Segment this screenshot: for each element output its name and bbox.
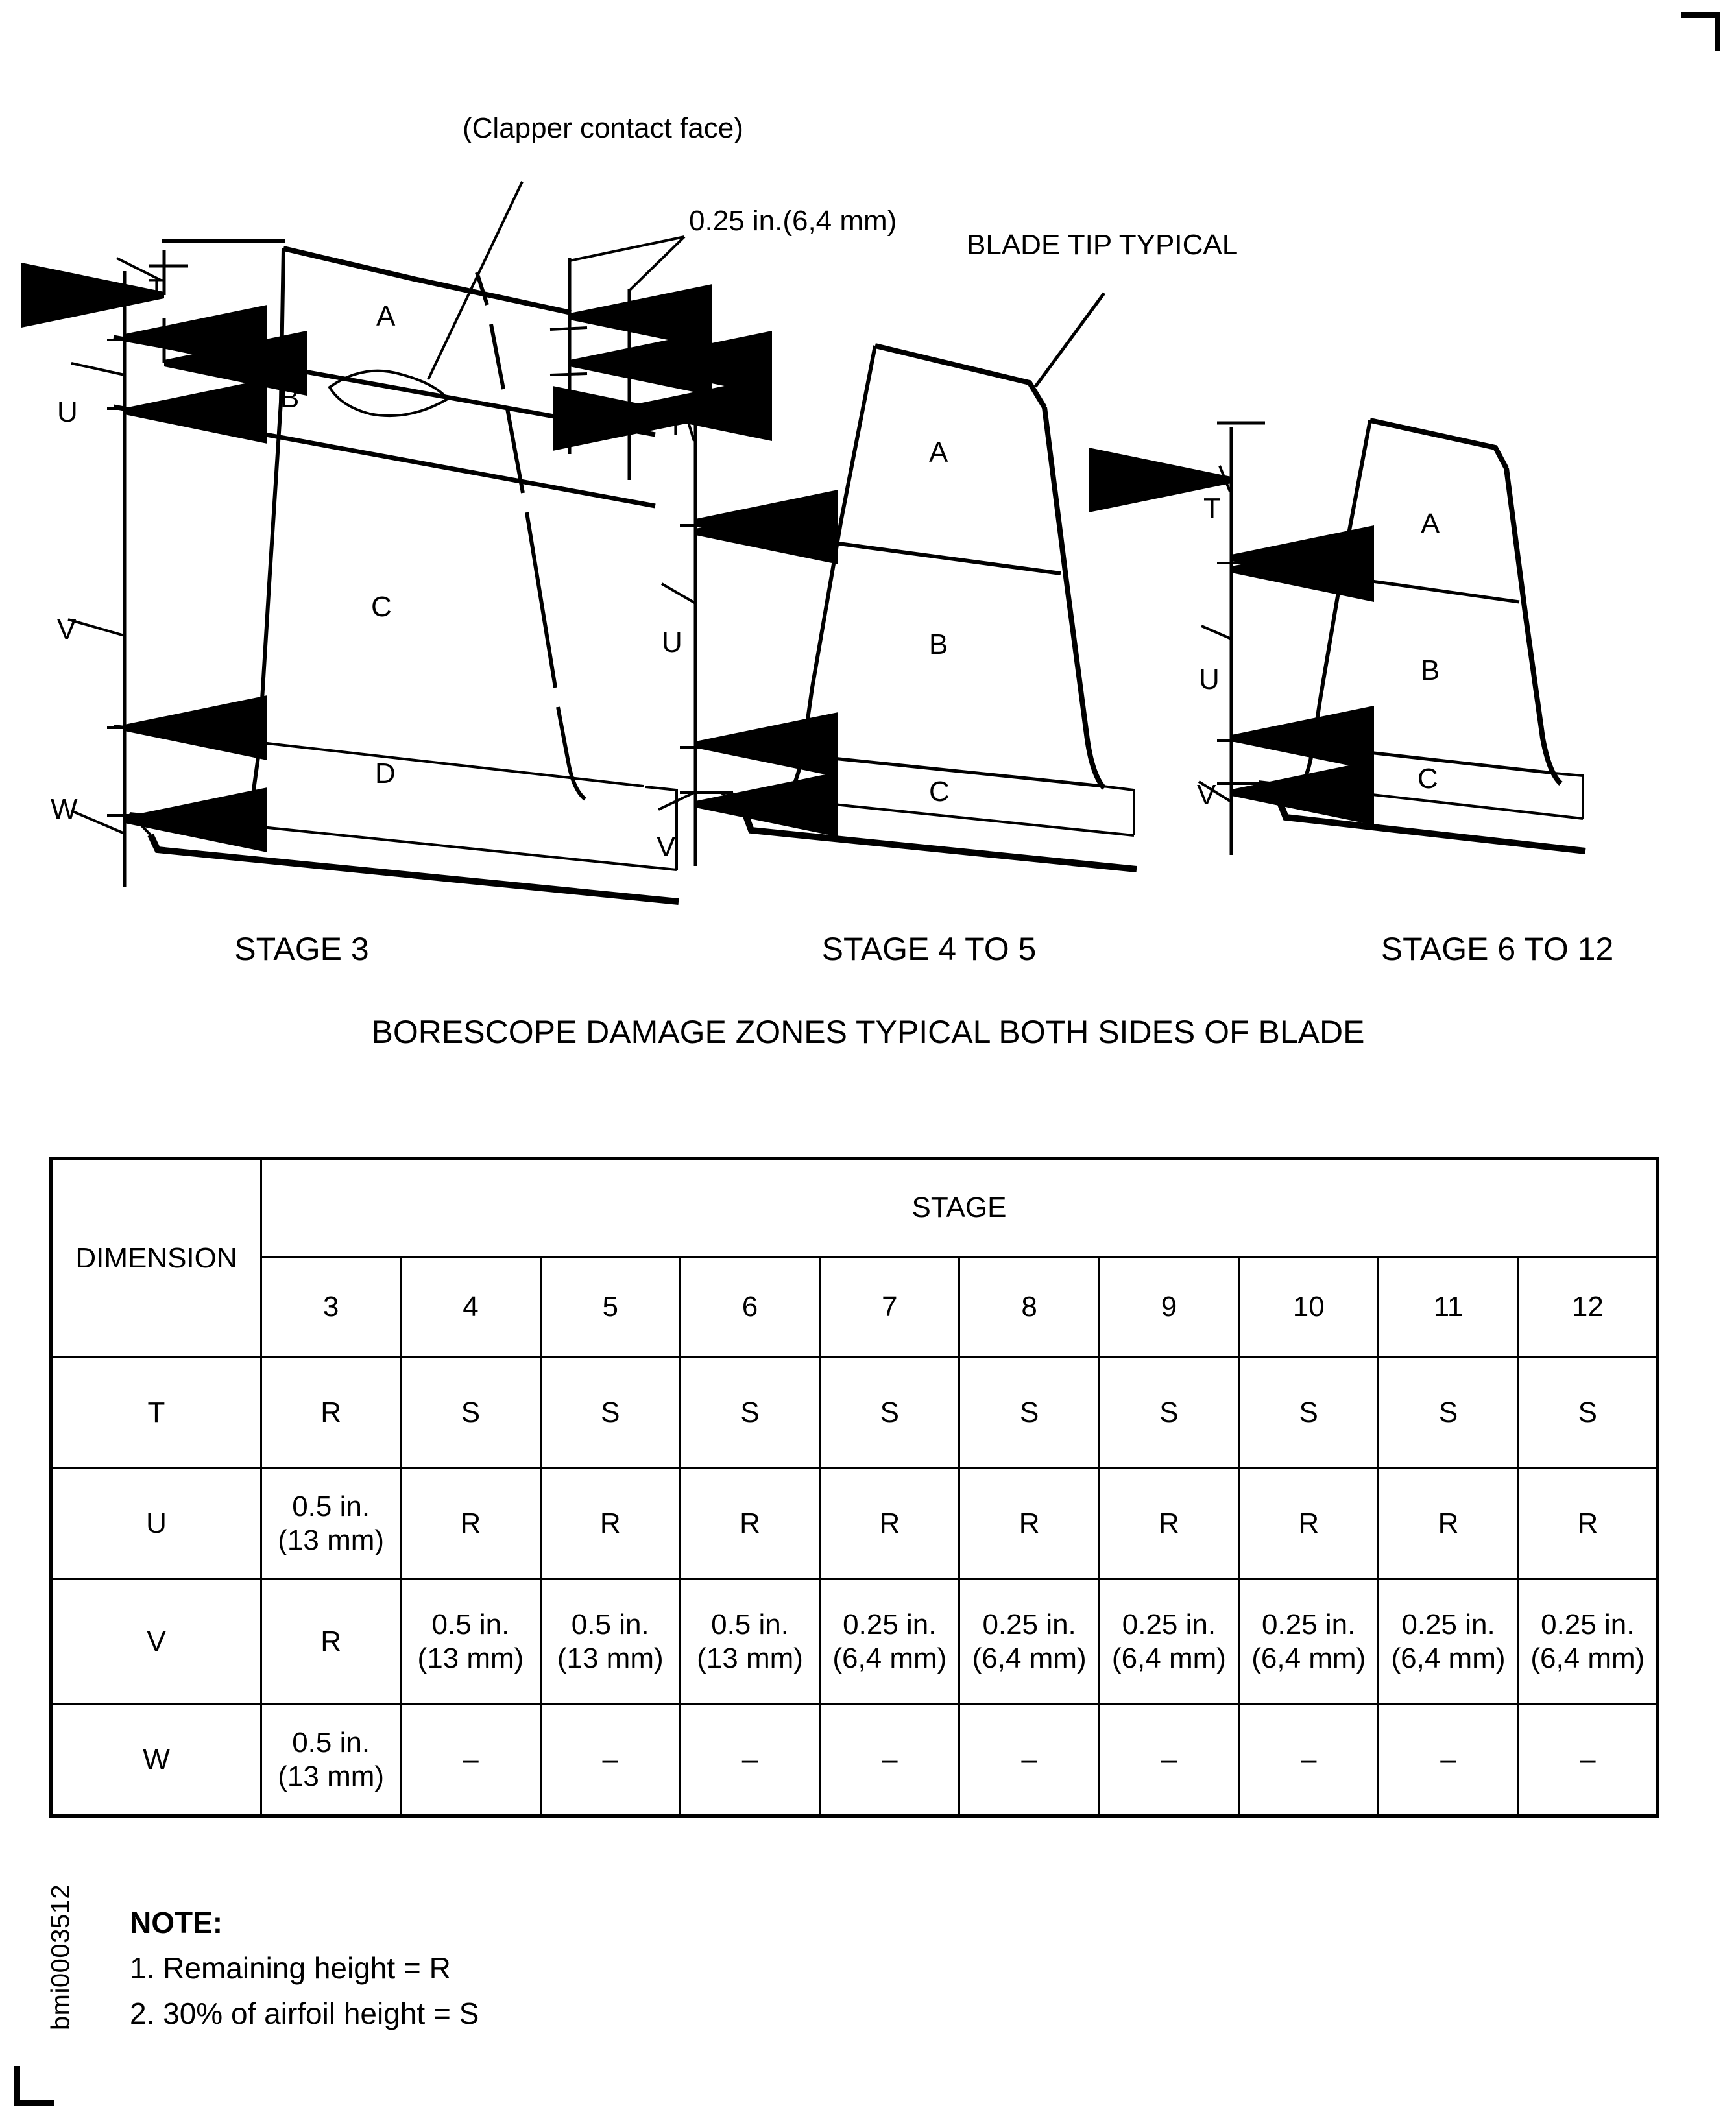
value-cell: R <box>1239 1469 1379 1579</box>
notes-title: NOTE: <box>130 1906 223 1939</box>
table-header-group-row <box>51 1159 1658 1257</box>
value-cell: 0.25 in. (6,4 mm) <box>820 1579 959 1705</box>
value-cell: 0.5 in. (13 mm) <box>401 1579 540 1705</box>
value-cell: R <box>261 1358 401 1469</box>
dimension-table <box>49 1157 1659 1818</box>
value-cell: 0.25 in. (6,4 mm) <box>1099 1579 1238 1705</box>
stage-4-5-dim-u: U <box>662 627 682 658</box>
value-cell: S <box>680 1358 819 1469</box>
dimension-cell: U <box>51 1469 261 1579</box>
notes-block <box>130 1901 479 2037</box>
stage-4-5-dim-t: T <box>667 409 684 441</box>
value-cell: – <box>1239 1705 1379 1816</box>
stage-4-5-zone-c: C <box>929 776 950 808</box>
stage-column-header: 11 <box>1379 1257 1518 1358</box>
stage-4-5-zone-b: B <box>929 629 948 660</box>
stage-3-zone-d: D <box>375 758 396 789</box>
stage-group-header: STAGE <box>261 1159 1658 1257</box>
dimension-column-header: DIMENSION <box>51 1159 261 1358</box>
stage-3-dim-t: T <box>148 273 165 305</box>
value-cell: R <box>820 1469 959 1579</box>
stage-3-dim-w: W <box>51 793 78 825</box>
value-cell: S <box>540 1358 680 1469</box>
value-cell: R <box>1379 1469 1518 1579</box>
figure-id-label: bmi0003512 <box>46 1884 75 2031</box>
value-cell: S <box>1379 1358 1518 1469</box>
value-cell: S <box>820 1358 959 1469</box>
stage-column-header: 5 <box>540 1257 680 1358</box>
stage-3-zone-c: C <box>371 591 392 623</box>
stage-column-header: 8 <box>959 1257 1099 1358</box>
stage-4-5-caption: STAGE 4 TO 5 <box>821 931 1037 967</box>
value-cell: 0.5 in. (13 mm) <box>680 1579 819 1705</box>
table-body <box>51 1358 1658 1816</box>
value-cell: R <box>1518 1469 1658 1579</box>
value-cell: S <box>1518 1358 1658 1469</box>
value-cell: S <box>959 1358 1099 1469</box>
value-cell: R <box>1099 1469 1238 1579</box>
table-row <box>51 1579 1658 1705</box>
figure-caption: BORESCOPE DAMAGE ZONES TYPICAL BOTH SIDES OF BLADE <box>371 1014 1365 1050</box>
stage-column-header: 4 <box>401 1257 540 1358</box>
note-item-2: 2. 30% of airfoil height = S <box>130 1996 479 2030</box>
stage-3-zone-b: B <box>280 382 300 414</box>
note-item-1: 1. Remaining height = R <box>130 1951 451 1985</box>
value-cell: – <box>820 1705 959 1816</box>
stage-3-zone-a: A <box>376 300 396 332</box>
stage-3-dim-u: U <box>57 396 78 428</box>
value-cell: 0.25 in. (6,4 mm) <box>1518 1579 1658 1705</box>
stage-column-header: 12 <box>1518 1257 1658 1358</box>
stage-column-header: 7 <box>820 1257 959 1358</box>
value-cell: – <box>1518 1705 1658 1816</box>
stage-column-header: 6 <box>680 1257 819 1358</box>
dimension-table-container <box>49 1157 1659 1818</box>
value-cell: R <box>401 1469 540 1579</box>
value-cell: – <box>680 1705 819 1816</box>
clapper-contact-face-label: (Clapper contact face) <box>463 112 743 144</box>
value-cell: 0.5 in. (13 mm) <box>261 1705 401 1816</box>
stage-column-header: 10 <box>1239 1257 1379 1358</box>
value-cell: 0.25 in. (6,4 mm) <box>959 1579 1099 1705</box>
value-cell: – <box>540 1705 680 1816</box>
dimension-cell: V <box>51 1579 261 1705</box>
value-cell: – <box>401 1705 540 1816</box>
stage-4-5-dim-v: V <box>657 831 676 863</box>
value-cell: R <box>680 1469 819 1579</box>
value-cell: – <box>1379 1705 1518 1816</box>
value-cell: R <box>959 1469 1099 1579</box>
corner-mark-bottom-left <box>14 2066 54 2106</box>
value-cell: 0.5 in. (13 mm) <box>540 1579 680 1705</box>
dimension-cell: T <box>51 1358 261 1469</box>
stage-6-12-dim-u: U <box>1199 664 1220 695</box>
value-cell: S <box>1099 1358 1238 1469</box>
stage-6-12-zone-c: C <box>1417 763 1438 795</box>
stage-3-caption: STAGE 3 <box>234 931 369 967</box>
value-cell: S <box>1239 1358 1379 1469</box>
dimension-025-label: 0.25 in.(6,4 mm) <box>689 205 897 237</box>
value-cell: 0.5 in. (13 mm) <box>261 1469 401 1579</box>
value-cell: S <box>401 1358 540 1469</box>
stage-4-5-zone-a: A <box>929 437 948 468</box>
table-header-stage-row <box>51 1257 1658 1358</box>
table-row <box>51 1469 1658 1579</box>
stage-6-12-dim-v: V <box>1197 779 1216 811</box>
value-cell: – <box>959 1705 1099 1816</box>
blade-tip-typical-label: BLADE TIP TYPICAL <box>967 229 1238 261</box>
dimension-cell: W <box>51 1705 261 1816</box>
stage-6-12-zone-a: A <box>1421 508 1440 540</box>
value-cell: – <box>1099 1705 1238 1816</box>
value-cell: R <box>540 1469 680 1579</box>
value-cell: R <box>261 1579 401 1705</box>
value-cell: 0.25 in. (6,4 mm) <box>1379 1579 1518 1705</box>
table-row <box>51 1358 1658 1469</box>
stage-6-12-caption: STAGE 6 TO 12 <box>1380 931 1614 967</box>
stage-column-header: 3 <box>261 1257 401 1358</box>
stage-column-header: 9 <box>1099 1257 1238 1358</box>
value-cell: 0.25 in. (6,4 mm) <box>1239 1579 1379 1705</box>
stage-6-12-dim-t: T <box>1203 492 1221 524</box>
table-row <box>51 1705 1658 1816</box>
stage-3-dim-v: V <box>57 614 77 645</box>
stage-6-12-zone-b: B <box>1421 654 1440 686</box>
